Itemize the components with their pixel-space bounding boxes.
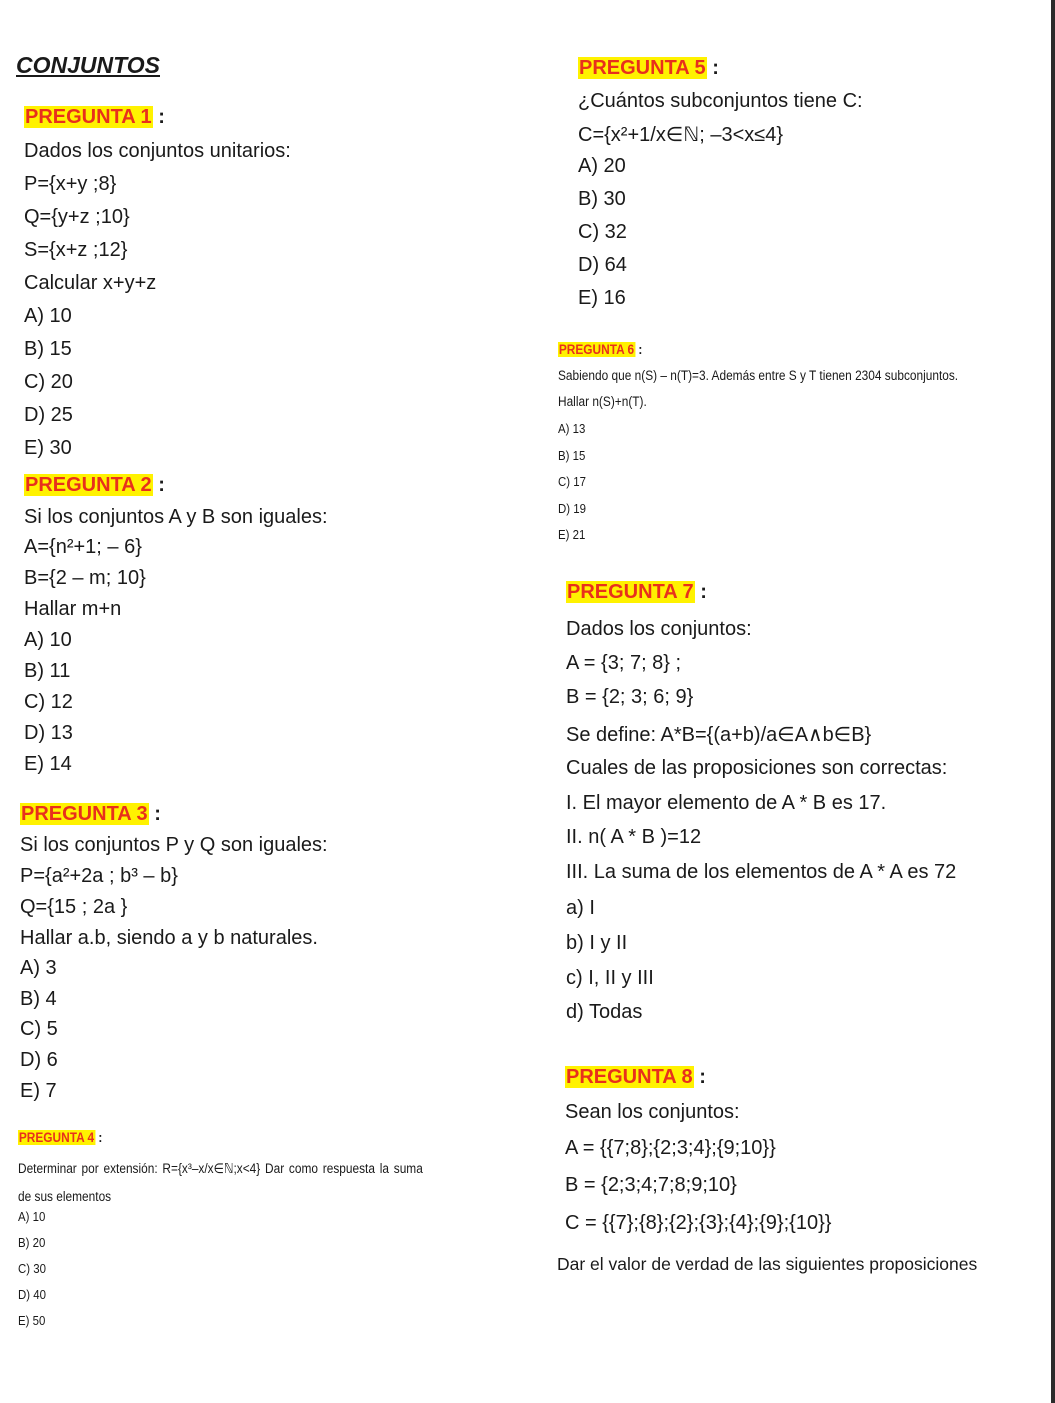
q7-line: Cuales de las proposiciones son correctas: xyxy=(566,757,948,779)
q4-option: E) 50 xyxy=(18,1313,46,1328)
q1-line: Dados los conjuntos unitarios: xyxy=(24,140,291,162)
q6-line: Sabiendo que n(S) – n(T)=3. Además entre S y T tienen 2304 subconjuntos. xyxy=(558,368,959,383)
q3-option: C) 5 xyxy=(20,1018,58,1040)
q6-option: B) 15 xyxy=(558,448,586,463)
q1-line: Q={y+z ;10} xyxy=(24,206,130,228)
q5-line: ¿Cuántos subconjuntos tiene C: xyxy=(578,90,863,112)
q1-line: S={x+z ;12} xyxy=(24,239,128,261)
q8-line: Sean los conjuntos: xyxy=(565,1101,740,1123)
q6-option: E) 21 xyxy=(558,527,586,542)
q3-line: Si los conjuntos P y Q son iguales: xyxy=(20,834,328,856)
q1-header: PREGUNTA 1 : xyxy=(25,106,165,128)
q6-option: A) 13 xyxy=(558,421,586,436)
q8-header: PREGUNTA 8 : xyxy=(566,1066,706,1088)
q8-line: C = {{7};{8};{2};{3};{4};{9};{10}} xyxy=(565,1212,832,1234)
q6-option: C) 17 xyxy=(558,474,586,489)
q8-line: Dar el valor de verdad de las siguientes proposiciones xyxy=(557,1254,978,1274)
q7-line: III. La suma de los elementos de A * A es 72 xyxy=(566,861,957,883)
q4-option: D) 40 xyxy=(18,1287,46,1302)
q3-option: E) 7 xyxy=(20,1080,57,1102)
q7-option: b) I y II xyxy=(566,932,628,954)
q7-line: II. n( A * B )=12 xyxy=(566,826,702,848)
q6-header: PREGUNTA 6 : xyxy=(558,342,643,357)
q7-line: Se define: A*B={(a+b)/a∈A∧b∈B} xyxy=(566,724,872,746)
q7-header: PREGUNTA 7 : xyxy=(567,581,707,603)
q2-option: A) 10 xyxy=(24,629,72,651)
q1-line: P={x+y ;8} xyxy=(24,173,117,195)
q7-line: Dados los conjuntos: xyxy=(566,618,752,640)
q4-header: PREGUNTA 4 : xyxy=(18,1130,103,1145)
q2-line: A={n²+1; – 6} xyxy=(24,536,142,558)
q1-option: D) 25 xyxy=(24,404,73,426)
q2-option: C) 12 xyxy=(24,691,73,713)
q1-option: C) 20 xyxy=(24,371,73,393)
document-title: CONJUNTOS xyxy=(16,52,160,78)
q8-line: A = {{7;8};{2;3;4};{9;10}} xyxy=(565,1137,776,1159)
q4-option: C) 30 xyxy=(18,1261,46,1276)
q5-option: B) 30 xyxy=(578,188,626,210)
q4-option: A) 10 xyxy=(18,1209,46,1224)
q6-line: Hallar n(S)+n(T). xyxy=(558,394,647,409)
q1-line: Calcular x+y+z xyxy=(24,272,157,294)
q7-line: A = {3; 7; 8} ; xyxy=(566,652,682,674)
q2-line: B={2 – m; 10} xyxy=(24,567,146,589)
q5-option: D) 64 xyxy=(578,254,627,276)
q6-option: D) 19 xyxy=(558,501,586,516)
q2-header: PREGUNTA 2 : xyxy=(25,474,165,496)
q5-line: C={x²+1/x∈ℕ; –3<x≤4} xyxy=(578,124,784,146)
q1-option: B) 15 xyxy=(24,338,72,360)
q3-option: B) 4 xyxy=(20,988,57,1010)
q3-line: Hallar a.b, siendo a y b naturales. xyxy=(20,927,318,949)
q4-statement: Determinar por extensión: R={x³–x/x∈ℕ;x<4} Dar como respuesta la suma de sus elementos xyxy=(18,1161,423,1204)
q4-option: B) 20 xyxy=(18,1235,46,1250)
q1-option: A) 10 xyxy=(24,305,72,327)
page-right-edge xyxy=(1051,0,1055,1403)
q5-header: PREGUNTA 5 : xyxy=(579,57,719,79)
q7-line: I. El mayor elemento de A * B es 17. xyxy=(566,792,887,814)
q2-line: Hallar m+n xyxy=(24,598,122,620)
q5-option: E) 16 xyxy=(578,287,626,309)
q7-option: d) Todas xyxy=(566,1001,643,1023)
q2-option: B) 11 xyxy=(24,660,71,682)
q3-option: D) 6 xyxy=(20,1049,58,1071)
q3-header: PREGUNTA 3 : xyxy=(21,803,161,825)
q2-line: Si los conjuntos A y B son iguales: xyxy=(24,506,328,528)
q7-option: c) I, II y III xyxy=(566,967,654,989)
q5-option: C) 32 xyxy=(578,221,627,243)
q7-line: B = {2; 3; 6; 9} xyxy=(566,686,694,708)
q2-option: E) 14 xyxy=(24,753,72,775)
q3-option: A) 3 xyxy=(20,957,57,979)
q3-line: P={a²+2a ; b³ – b} xyxy=(20,865,178,887)
q7-option: a) I xyxy=(566,897,595,919)
q1-option: E) 30 xyxy=(24,437,72,459)
q8-line: B = {2;3;4;7;8;9;10} xyxy=(565,1174,737,1196)
q5-option: A) 20 xyxy=(578,155,626,177)
q3-line: Q={15 ; 2a } xyxy=(20,896,128,918)
q2-option: D) 13 xyxy=(24,722,73,744)
